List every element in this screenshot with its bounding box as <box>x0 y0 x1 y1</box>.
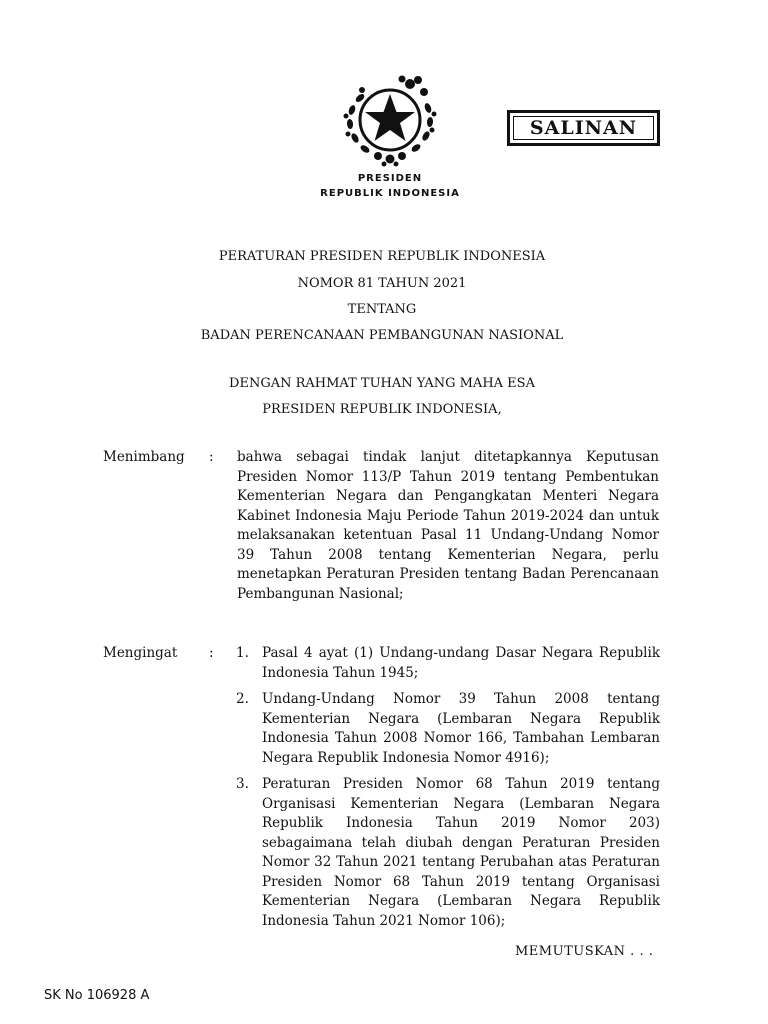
mengingat-colon: : <box>209 645 214 661</box>
menimbang-text: bahwa sebagai tindak lanjut ditetapkannya Keputusan Presiden Nomor 113/P Tahun 2019 tentang Pembentukan Kementerian Negara dan Pengangkatan Menteri Negara Kabinet Indonesia Maju Periode Tahun 2019-2024 dan untuk melaksanakan ketentuan Pasal 11 Undang-Undang Nomor 39 Tahun 2008 tentang Kementerian Negara, perlu menetapkan Peraturan Presiden tentang Badan Perencanaan Pembangunan Nasional; <box>237 449 659 602</box>
list-item-text: Undang-Undang Nomor 39 Tahun 2008 tentang Kementerian Negara (Lembaran Negara Republik Indonesia Tahun 2008 Nomor 166, Tambahan Lembaran Negara Republik Indonesia Nomor 4916); <box>262 691 660 766</box>
menimbang-label: Menimbang <box>103 449 185 465</box>
document-code: SK No 106928 A <box>44 988 150 1003</box>
menimbang-colon: : <box>209 449 214 465</box>
regulation-title: PERATURAN PRESIDEN REPUBLIK INDONESIA <box>218 249 546 264</box>
regulation-subject: BADAN PERENCANAAN PEMBANGUNAN NASIONAL <box>200 328 564 343</box>
regulation-number: NOMOR 81 TAHUN 2021 <box>297 276 467 291</box>
mengingat-label: Mengingat <box>103 645 178 661</box>
office-line-president: PRESIDEN <box>357 173 423 184</box>
list-item-text: Peraturan Presiden Nomor 68 Tahun 2019 tentang Organisasi Kementerian Negara (Lembaran Negara Republik Indonesia Tahun 2019 Nomor 203) sebagaimana telah diubah dengan Peraturan Presiden Nomor 32 Tahun 2021 tentang Perubahan atas Peraturan Presiden Nomor 68 Tahun 2019 tentang Organisasi Kementerian Negara (Lembaran Negara Republik Indonesia Tahun 2021 Nomor 106); <box>262 776 660 929</box>
office-line-republic: REPUBLIK INDONESIA <box>320 188 460 199</box>
preamble-line-1: DENGAN RAHMAT TUHAN YANG MAHA ESA <box>229 376 535 391</box>
list-item-number: 3. <box>236 776 249 792</box>
list-item-number: 2. <box>236 691 249 707</box>
list-item-number: 1. <box>236 645 249 661</box>
salinan-stamp-label: SALINAN <box>513 116 654 140</box>
preamble-line-2: PRESIDEN REPUBLIK INDONESIA, <box>262 402 502 417</box>
regulation-about: TENTANG <box>347 302 417 317</box>
list-item-text: Pasal 4 ayat (1) Undang-undang Dasar Negara Republik Indonesia Tahun 1945; <box>262 645 660 681</box>
presidential-emblem-icon <box>338 68 442 168</box>
continuation-marker: MEMUTUSKAN . . . <box>515 944 654 959</box>
salinan-stamp <box>507 110 660 146</box>
